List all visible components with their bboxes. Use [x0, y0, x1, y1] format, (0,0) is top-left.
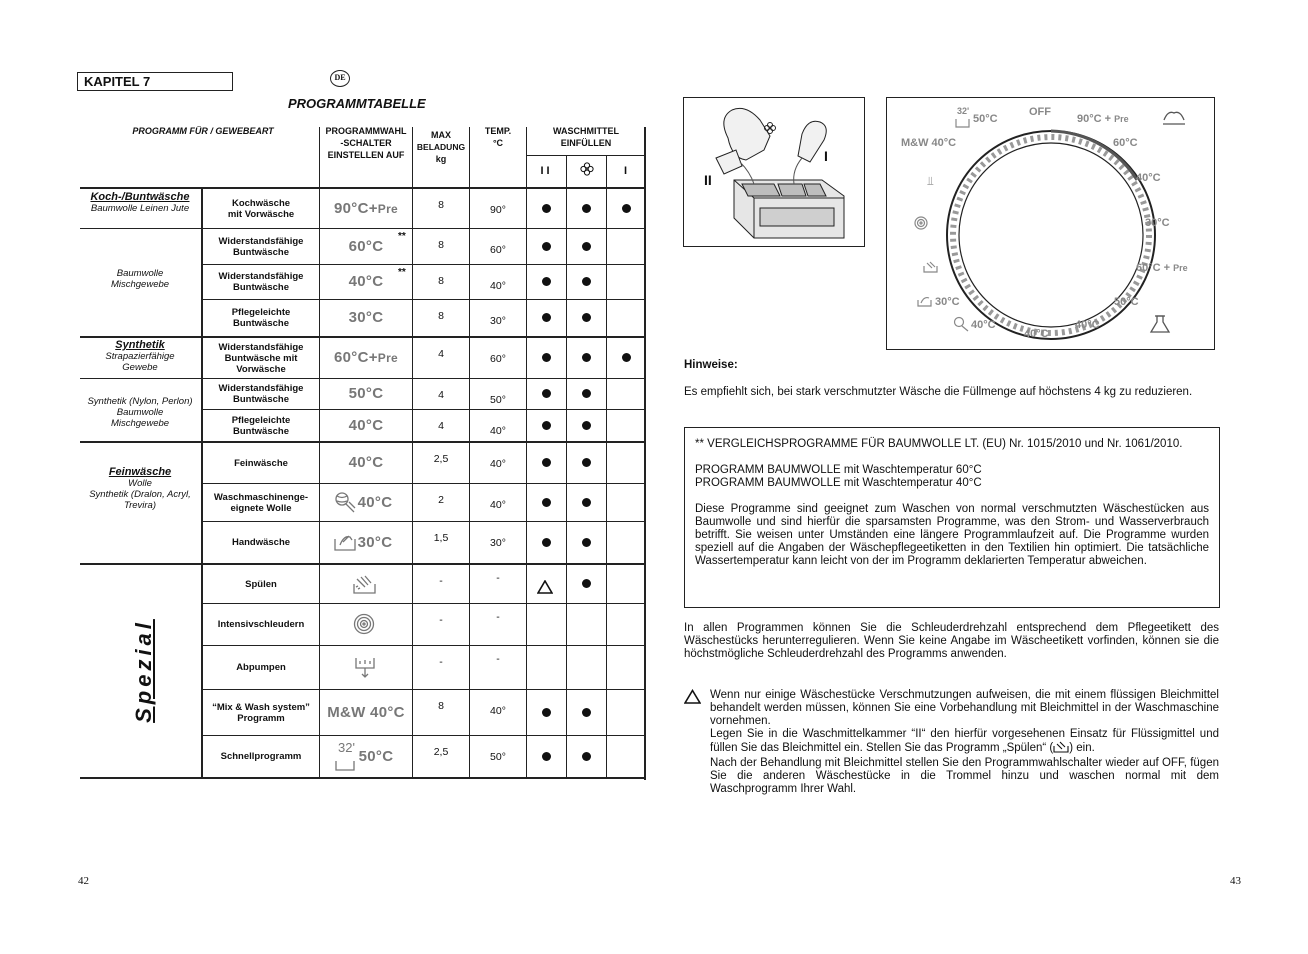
detergent-dot [582, 353, 591, 362]
program-name-line: Handwäsche [231, 537, 291, 548]
dial-label-off: OFF [1029, 106, 1051, 118]
category-spezial-label: Spezial [131, 619, 156, 723]
program-name-line: “Mix & Wash system” [212, 701, 310, 713]
max-load-value: 8 [438, 310, 444, 322]
program-name [203, 537, 319, 548]
comparison-program-marker: ** [398, 267, 406, 278]
col-header-max-2: BELADUNG [416, 142, 466, 152]
flower-softener-icon [579, 161, 595, 182]
comparison-programs-note [684, 427, 1220, 608]
col-header-switch-2: -SCHALTER [340, 138, 392, 148]
hinweise-text: Es empfiehlt sich, bei stark verschmutzter Wäsche die Füllmenge auf höchstens 4 kg zu reduzieren. [684, 386, 1193, 398]
category-synthetik-nylon-2: Baumwolle [116, 407, 164, 418]
chapter-label: KAPITEL 7 [77, 72, 233, 91]
dial-rinse-icon [923, 260, 939, 279]
detergent-dot [582, 277, 591, 286]
dial-setting [320, 704, 412, 721]
col-header-temp [470, 125, 526, 149]
temperature-value: 30° [490, 315, 506, 327]
detergent-dot [582, 538, 591, 547]
dispenser-label-ii: II [704, 172, 712, 188]
detergent-dot [542, 421, 551, 430]
dial-label-90-pre-text: Pre [1114, 114, 1129, 124]
note-paragraph-1: ** VERGLEICHSPROGRAMME FÜR BAUMWOLLE LT. (EU) Nr. 1015/2010 und Nr. 1061/2010. [695, 438, 1183, 450]
col-header-max [413, 129, 469, 165]
col-header-temp-1: TEMP. [484, 126, 512, 136]
page-number-left: 42 [78, 875, 89, 887]
category-synthetik-title: Synthetik [115, 339, 165, 351]
dial-setting [320, 309, 412, 326]
temperature-value: 40° [490, 458, 506, 470]
detergent-dot [542, 538, 551, 547]
dial-setting-text: 90°C+ [333, 199, 378, 217]
program-name [203, 198, 319, 220]
comparison-program-marker: ** [398, 231, 406, 242]
note-line-60: PROGRAMM BAUMWOLLE mit Waschtemperatur 60°C [695, 464, 982, 476]
dial-label-mw: M&W 40°C [901, 137, 957, 149]
dial-setting-text: 50°C [358, 747, 394, 765]
detergent-dot [542, 389, 551, 398]
program-dial-illustration [886, 97, 1215, 350]
compartment-ii-label: II [540, 165, 553, 177]
max-load-value: 2 [438, 494, 444, 506]
note-paragraph-2 [695, 464, 1209, 490]
page-number-right: 43 [1230, 875, 1241, 887]
program-name-line: Widerstandsfähige [218, 271, 304, 282]
program-name-line: Buntwäsche mit [224, 352, 298, 364]
category-synthetik-nylon [80, 396, 200, 429]
detergent-dot [542, 752, 551, 761]
max-load-value: 2,5 [433, 746, 449, 758]
category-synthetik-sub-1: Strapazierfähige [105, 351, 175, 362]
category-feinwaesche [80, 467, 200, 511]
dial-setting-text: 40°C [348, 416, 384, 434]
dial-label-60: 60°C [1113, 137, 1138, 149]
col-header-max-1: MAX [431, 130, 451, 140]
col-header-waschmittel [527, 125, 645, 149]
dial-label-30-right: 30°C [1145, 217, 1170, 229]
program-name [203, 619, 319, 630]
temperature-value: 40° [490, 425, 506, 437]
max-load-value: 8 [438, 700, 444, 712]
detergent-dot [622, 204, 631, 213]
category-synthetik-sub-2: Gewebe [122, 362, 158, 373]
program-name [203, 342, 319, 375]
detergent-dot [542, 708, 551, 717]
dial-setting-text: 30°C [348, 309, 384, 326]
category-baumwolle-1: Baumwolle [116, 268, 164, 279]
dial-label-50-right: 50°C [1114, 296, 1139, 308]
dial-label-40-bottom-right: 40°C [1075, 319, 1100, 331]
dial-setting [320, 454, 412, 471]
col-header-temp-2: °C [492, 138, 504, 148]
max-load-value: 2,5 [433, 453, 449, 465]
program-name-line: Buntwäsche [233, 394, 289, 405]
category-baumwolle-2: Mischgewebe [110, 279, 170, 290]
program-name [203, 751, 319, 762]
category-kochwaesche-title: Koch-/Buntwäsche [90, 191, 190, 203]
program-name-line: Schnellprogramm [220, 751, 302, 762]
bleach-paragraph-3: Nach der Behandlung mit Bleichmittel stellen Sie den Programmwahlschalter wieder auf OFF, fügen Sie die anderen Wäschestücke in die Trommel hinzu und waschen normal mit dem Waschprogramm Ihrer Wahl. [710, 757, 1219, 795]
bleach-instructions [684, 689, 1219, 796]
program-name-line: Vorwäsche [236, 363, 286, 375]
detergent-dot [582, 204, 591, 213]
max-load-value: 8 [438, 239, 444, 251]
dial-setting-pre: Pre [377, 201, 399, 216]
note-paragraph-3: Diese Programme sind geeignet zum Waschen von normal verschmutzten Wäschestücken aus Baumwolle und sind hierfür die sparsamsten Programme, was den Strom- und Wasserverbrauch betrifft. Sie weisen unter Umständen eine längere Programmlaufzeit auf. Die Programme wurden speziell auf die Angaben der Wäschepflegeetiketten in den Textilien hin optimiert. Die tatsächliche Wassertemperatur kann leicht von der im Programm deklarierten Temperatur abweichen. [695, 503, 1209, 567]
warning-triangle-icon [684, 689, 701, 708]
temperature-value: - [496, 611, 500, 623]
temperature-value: 90° [490, 204, 506, 216]
program-name [203, 492, 319, 514]
program-name [203, 307, 319, 329]
program-name [203, 236, 319, 258]
dial-setting-text: 40°C [357, 493, 393, 511]
col-header-switch-1: PROGRAMMWAHL [325, 126, 407, 136]
detergent-dot [542, 277, 551, 286]
dial-label-quick-50: 50°C [973, 113, 998, 125]
program-name [203, 271, 319, 293]
dial-label-60-pre-right-text: Pre [1173, 263, 1188, 273]
program-name-line: Pflegeleichte [231, 414, 291, 426]
col-header-wasch-1: WASCHMITTEL [553, 126, 619, 136]
note-line-40: PROGRAMM BAUMWOLLE mit Waschtemperatur 40°C [695, 477, 982, 489]
rinse-icon [351, 573, 379, 602]
bleach-triangle-icon [537, 580, 553, 599]
program-name-line: Waschmaschinenge- [213, 491, 309, 503]
dial-handwash-icon [917, 294, 933, 313]
detergent-dot [582, 752, 591, 761]
program-name-line: Buntwäsche [233, 425, 289, 437]
detergent-dot [582, 389, 591, 398]
detergent-dot [582, 313, 591, 322]
program-name-line: Buntwäsche [233, 246, 289, 258]
col-header-switch [320, 125, 412, 161]
category-feinwaesche-1: Wolle [128, 478, 152, 489]
temperature-value: 50° [490, 394, 506, 406]
category-spezial [112, 619, 172, 723]
category-feinwaesche-title: Feinwäsche [108, 466, 172, 478]
program-name-line: Widerstandsfähige [218, 235, 304, 247]
bleach-rinse-icon [1053, 741, 1069, 757]
program-name-line: Pflegeleichte [231, 307, 291, 318]
max-load-value: 1,5 [433, 532, 449, 544]
quick-wash-minutes: 32' [338, 740, 355, 755]
max-load-value: 8 [438, 199, 444, 211]
dial-label-90-pre [1077, 113, 1129, 125]
drain-icon [354, 656, 376, 685]
category-feinwaesche-2: Synthetik (Dralon, Acryl, [89, 489, 191, 500]
temperature-value: 40° [490, 499, 506, 511]
program-name [203, 415, 319, 437]
dial-label-90: 90°C + [1077, 113, 1115, 125]
temperature-value: 60° [490, 244, 506, 256]
bleach-paragraph-2a: Legen Sie in die Waschmittelkammer “II“ den hierfür vorgesehenen Einsatz für Flüssigmittel und füllen Sie das Bleichmittel ein. Stellen Sie das Programm „Spülen“ ( [710, 728, 1219, 754]
dial-setting [320, 200, 412, 217]
max-load-value: - [439, 656, 443, 668]
handwash-icon [333, 531, 357, 558]
col-header-switch-3: EINSTELLEN AUF [327, 150, 405, 160]
temperature-value: 40° [490, 705, 506, 717]
category-synthetik-nylon-1: Synthetik (Nylon, Perlon) [87, 396, 193, 407]
dial-spin-icon [914, 216, 928, 235]
detergent-dot [582, 579, 591, 588]
dial-bleach-icon [1149, 314, 1171, 339]
max-load-value: 8 [438, 275, 444, 287]
dial-setting-text: 40°C [348, 273, 384, 290]
hinweise-title: Hinweise: [684, 359, 738, 371]
col-header-max-3: kg [435, 154, 447, 164]
detergent-dot [582, 421, 591, 430]
dial-setting-text: M&W 40°C [327, 703, 405, 721]
program-name-line: Kochwäsche [231, 197, 291, 209]
program-name [203, 579, 319, 590]
temperature-value: 30° [490, 537, 506, 549]
language-badge: DE [330, 70, 350, 87]
detergent-dot [542, 458, 551, 467]
dial-setting-text: 30°C [357, 533, 393, 551]
program-name-line: Spülen [245, 578, 277, 590]
program-name-line: Programm [237, 712, 285, 724]
compartment-i-label: I [623, 165, 628, 177]
quick-wash-icon [334, 744, 360, 779]
temperature-value: - [496, 653, 500, 665]
program-name-line: Widerstandsfähige [218, 383, 304, 394]
dial-wool-icon [953, 316, 969, 337]
bleach-text [710, 689, 1219, 796]
dial-drain-icon: ⫫ [927, 174, 934, 188]
category-kochwaesche-sub: Baumwolle Leinen Jute [90, 203, 190, 214]
temperature-value: - [496, 572, 500, 584]
program-name-line: Intensivschleudern [217, 619, 305, 630]
detergent-dot [542, 353, 551, 362]
dial-prewash-icon [1162, 108, 1186, 133]
bleach-paragraph-1: Wenn nur einige Wäschestücke Verschmutzungen aufweisen, die mit einem flüssigen Bleichmittel behandelt werden müssen, können Sie eine Vorbehandlung mit Bleichmittel in der Waschmaschine vornehmen. [710, 689, 1219, 727]
program-name [203, 458, 319, 469]
detergent-dispenser-illustration [683, 97, 865, 247]
max-load-value: 4 [438, 420, 444, 432]
dial-label-40-bottom: 40°C [1024, 328, 1049, 340]
program-name [203, 702, 319, 724]
program-name-line: Buntwäsche [233, 318, 289, 329]
program-name-line: Widerstandsfähige [218, 341, 304, 353]
dispenser-label-i: I [824, 148, 828, 164]
dial-setting [320, 417, 412, 434]
wool-icon [333, 490, 357, 519]
category-baumwolle [80, 268, 200, 290]
max-load-value: 4 [438, 389, 444, 401]
temperature-value: 60° [490, 353, 506, 365]
program-name-line: Buntwäsche [233, 282, 289, 293]
col-header-programm: PROGRAMM FÜR / GEWEBEART [132, 126, 274, 136]
dial-label-40-right: 40°C [1136, 172, 1161, 184]
dial-label-60-pre-right [1136, 262, 1188, 274]
dial-label-60-right: 60°C + [1136, 262, 1174, 274]
bleach-paragraph-2b: ) ein. [1069, 742, 1095, 754]
dial-label-30-hand: 30°C [935, 296, 960, 308]
detergent-dot [542, 498, 551, 507]
category-kochwaesche [80, 192, 200, 214]
detergent-dot [542, 313, 551, 322]
temperature-value: 40° [490, 280, 506, 292]
program-name [203, 662, 319, 673]
detergent-dot [582, 242, 591, 251]
category-synthetik [80, 340, 200, 373]
spin-icon [353, 613, 375, 640]
max-load-value: 4 [438, 348, 444, 360]
dial-setting-text: 60°C [348, 237, 384, 255]
dial-setting-pre: Pre [377, 351, 399, 365]
program-name [203, 383, 319, 405]
program-name-line: Feinwäsche [234, 457, 288, 469]
bleach-paragraph-2 [710, 728, 1219, 757]
dial-setting-text: 40°C [348, 454, 384, 471]
program-name-line: Abpumpen [236, 662, 286, 673]
category-synthetik-nylon-3: Mischgewebe [110, 418, 170, 429]
detergent-dot [622, 353, 631, 362]
program-name-line: eignete Wolle [230, 502, 292, 514]
dial-label-40-wool: 40°C [971, 319, 996, 331]
dial-setting-text: 60°C+ [333, 349, 378, 366]
dial-setting [320, 385, 412, 402]
detergent-dot [582, 498, 591, 507]
category-feinwaesche-3: Trevira) [123, 500, 157, 511]
table-title: PROGRAMMTABELLE [288, 96, 426, 111]
dial-setting [320, 349, 412, 366]
dial-setting-text: 50°C [348, 385, 384, 402]
temperature-value: 50° [490, 751, 506, 763]
dial-label-32: 32' [957, 106, 970, 116]
detergent-dot [542, 242, 551, 251]
dial-quick-icon [955, 116, 971, 134]
spin-speed-text: In allen Programmen können Sie die Schleuderdrehzahl entsprechend dem Pflegeetikett des Wäschestücks herunterregulieren. Wenn Sie keine Angabe im Wäscheetikett vorfinden, können sie die höchstmögliche Schleuderdrehzahl des Programms anwenden. [684, 622, 1219, 660]
detergent-dot [542, 204, 551, 213]
program-name-line: mit Vorwäsche [227, 208, 295, 220]
detergent-dot [582, 458, 591, 467]
detergent-dot [582, 708, 591, 717]
max-load-value: - [439, 614, 443, 626]
max-load-value: - [439, 575, 443, 587]
col-header-wasch-2: EINFÜLLEN [560, 138, 612, 148]
